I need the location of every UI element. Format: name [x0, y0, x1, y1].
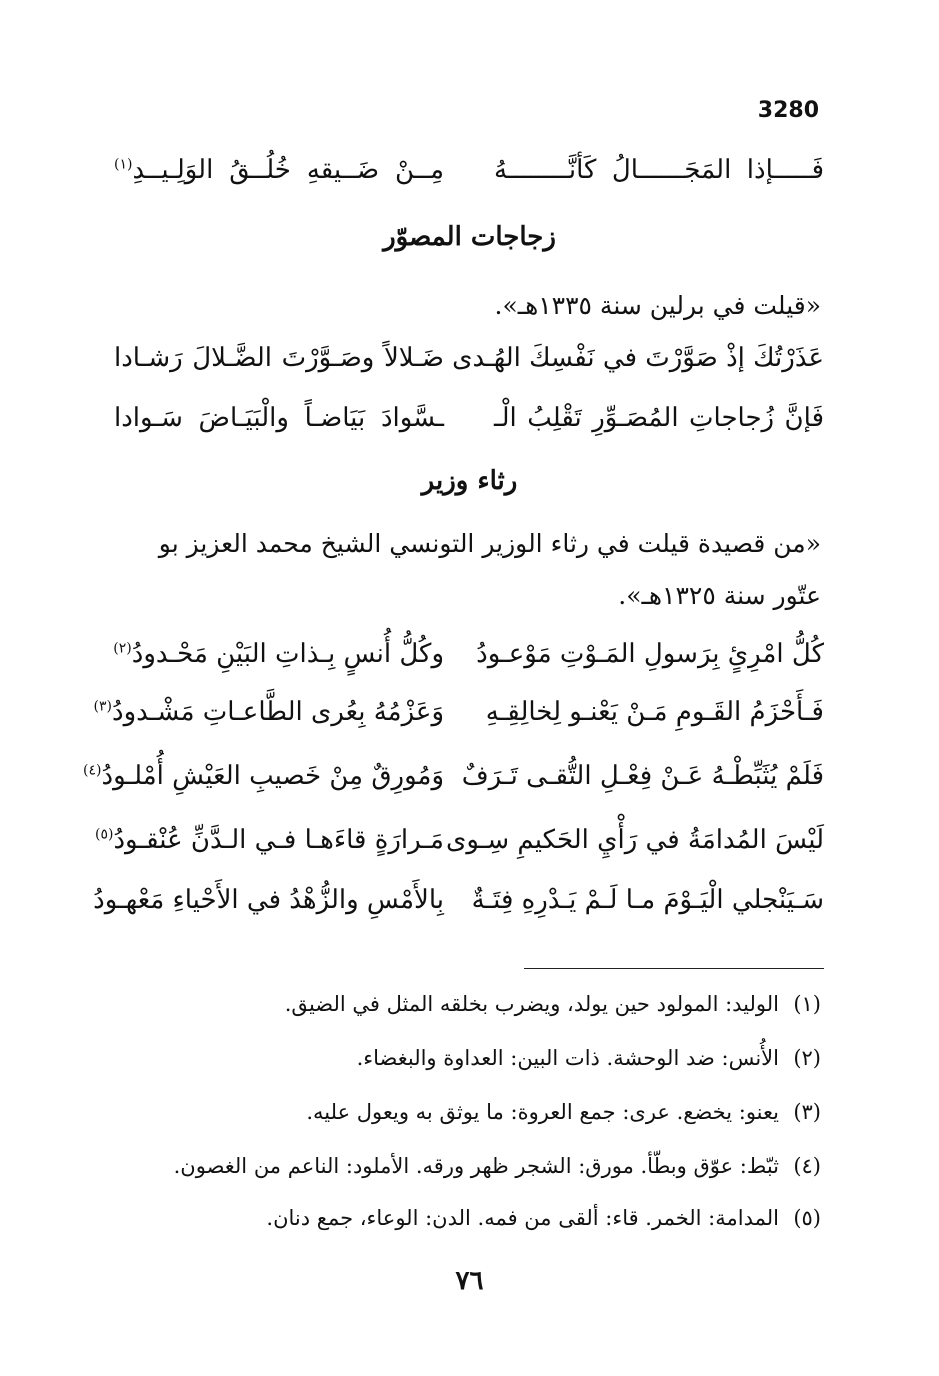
verse-second-hemistich	[94, 825, 444, 855]
footnote	[101, 992, 821, 1028]
footnote-text: الوليد: المولود حين يولد، ويضرب بخلقه المثل في الضيق.	[284, 992, 779, 1016]
verse-second-hemistich	[114, 639, 444, 669]
footnote-number: (٣)	[793, 1100, 821, 1124]
verse-first-hemistich: عَذَرْتُكَ إذْ صَوَّرْتَ في نَفْسِكَ الهُـدى	[452, 343, 824, 373]
footnote-text: ثبّط: عوّق وبطّأ. مورق: الشجر ظهر ورقه. الأملود: الناعم من الغصون.	[173, 1154, 779, 1178]
verse-first-hemistich: لَيْسَ المُدامَةُ في رَأْيِ الحَكيمِ سِـوى	[445, 825, 824, 855]
footnote-ref: (٣)	[93, 698, 112, 715]
footnote	[101, 1154, 821, 1190]
page-id: 3280	[757, 98, 819, 123]
verse-line	[93, 690, 824, 734]
page-number: ٧٦	[455, 1266, 484, 1296]
verse-line	[94, 818, 824, 862]
verse-second-hemistich	[83, 761, 444, 791]
footnote-ref: (٥)	[94, 826, 114, 843]
verse-second-text: وَمُورِقٌ مِنْ خَصيبِ العَيْشِ أُمْلـودُ	[101, 761, 444, 791]
verse-second-text: وكُلُّ أُنسٍ بِـذاتِ البَيْنِ مَحْـدودُ	[131, 639, 444, 669]
verse-first-hemistich: فَـــــإذا المَجَــــــالُ كَأنَّــــــــهُ	[494, 155, 824, 185]
verse-first-hemistich: كُلُّ امْرِئٍ بِرَسولِ المَـوْتِ مَوْعـودُ	[476, 639, 824, 669]
footnote	[101, 1100, 821, 1136]
verse-second-text: وَعَزْمُهُ بِعُرى الطَّاعـاتِ مَشْـدودُ	[112, 697, 444, 727]
footnote-divider	[524, 968, 824, 969]
verse-second-hemistich: بِالأَمْسِ والزُّهْدُ في الأَحْياءِ مَعْهـودُ	[93, 885, 444, 915]
footnote-number: (٥)	[793, 1206, 821, 1230]
footnote-text: المدامة: الخمر. قاء: ألقى من فمه. الدن: الوعاء، جمع دنان.	[266, 1206, 779, 1230]
verse-line	[114, 336, 824, 380]
section-intro: «قيلت في برلين سنة ١٣٣٥هـ».	[494, 291, 821, 320]
footnote-number: (٤)	[793, 1154, 821, 1178]
footnote-ref: (٤)	[83, 762, 102, 779]
section-intro: «من قصيدة قيلت في رثاء الوزير التونسي الشيخ محمد العزيز بو عتّور سنة ١٣٢٥هـ».	[158, 529, 821, 610]
footnote-text: الأُنس: ضد الوحشة. ذات البين: العداوة والبغضاء.	[356, 1046, 779, 1070]
section-title: رثاء وزير	[421, 466, 518, 496]
verse-second-text: مَـرارَةٍ قاءَهـا فـي الـدَّنِّ عُنْقـودُ	[113, 825, 444, 855]
verse-line	[114, 396, 824, 440]
verse-second-hemistich	[93, 697, 444, 727]
verse-line	[83, 754, 824, 798]
footnote-text: يعنو: يخضع. عرى: جمع العروة: ما يوثق به ويعول عليه.	[306, 1100, 779, 1124]
section-title: زجاجات المصوّر	[383, 222, 556, 252]
footnote-ref: (٢)	[113, 640, 132, 657]
verse-first-hemistich: فَـأَحْزَمُ القَـومِ مَـنْ يَعْنـو لِخالِقِـهِ	[485, 697, 824, 727]
footnote	[101, 1046, 821, 1082]
verse-second-text: مِــنْ ضَــيقهِ خُلُــقُ الوَلِـيــدِ	[132, 155, 444, 185]
verse-line	[114, 148, 824, 192]
footnote-number: (٢)	[793, 1046, 821, 1070]
footnote-number: (١)	[793, 992, 821, 1016]
footnote-ref: (١)	[114, 156, 133, 173]
verse-second-hemistich: ضَـلالاً وصَـوَّرْتَ الضَّـلالَ رَشـادا	[114, 343, 444, 373]
verse-first-hemistich: سَـيَنْجلي الْيَـوْمَ مـا لَـمْ يَـدْرِهِ فِتَـةٌ	[471, 885, 824, 915]
verse-line	[114, 632, 824, 676]
verse-first-hemistich: فَلَمْ يُثَبِّطْـهُ عَـنْ فِعْـلِ التُّقـى تَـرَفٌ	[461, 761, 824, 791]
verse-first-hemistich: فَإنَّ زُجاجاتِ المُصَـوِّرِ تَقْلِبُ الْـ	[494, 403, 824, 433]
verse-line	[93, 878, 824, 922]
verse-second-hemistich	[114, 155, 444, 185]
verse-second-hemistich: ـسَّوادَ بَيَاضـاً والْبَيَـاضَ سَـوادا	[114, 403, 444, 433]
footnote	[101, 1206, 821, 1242]
